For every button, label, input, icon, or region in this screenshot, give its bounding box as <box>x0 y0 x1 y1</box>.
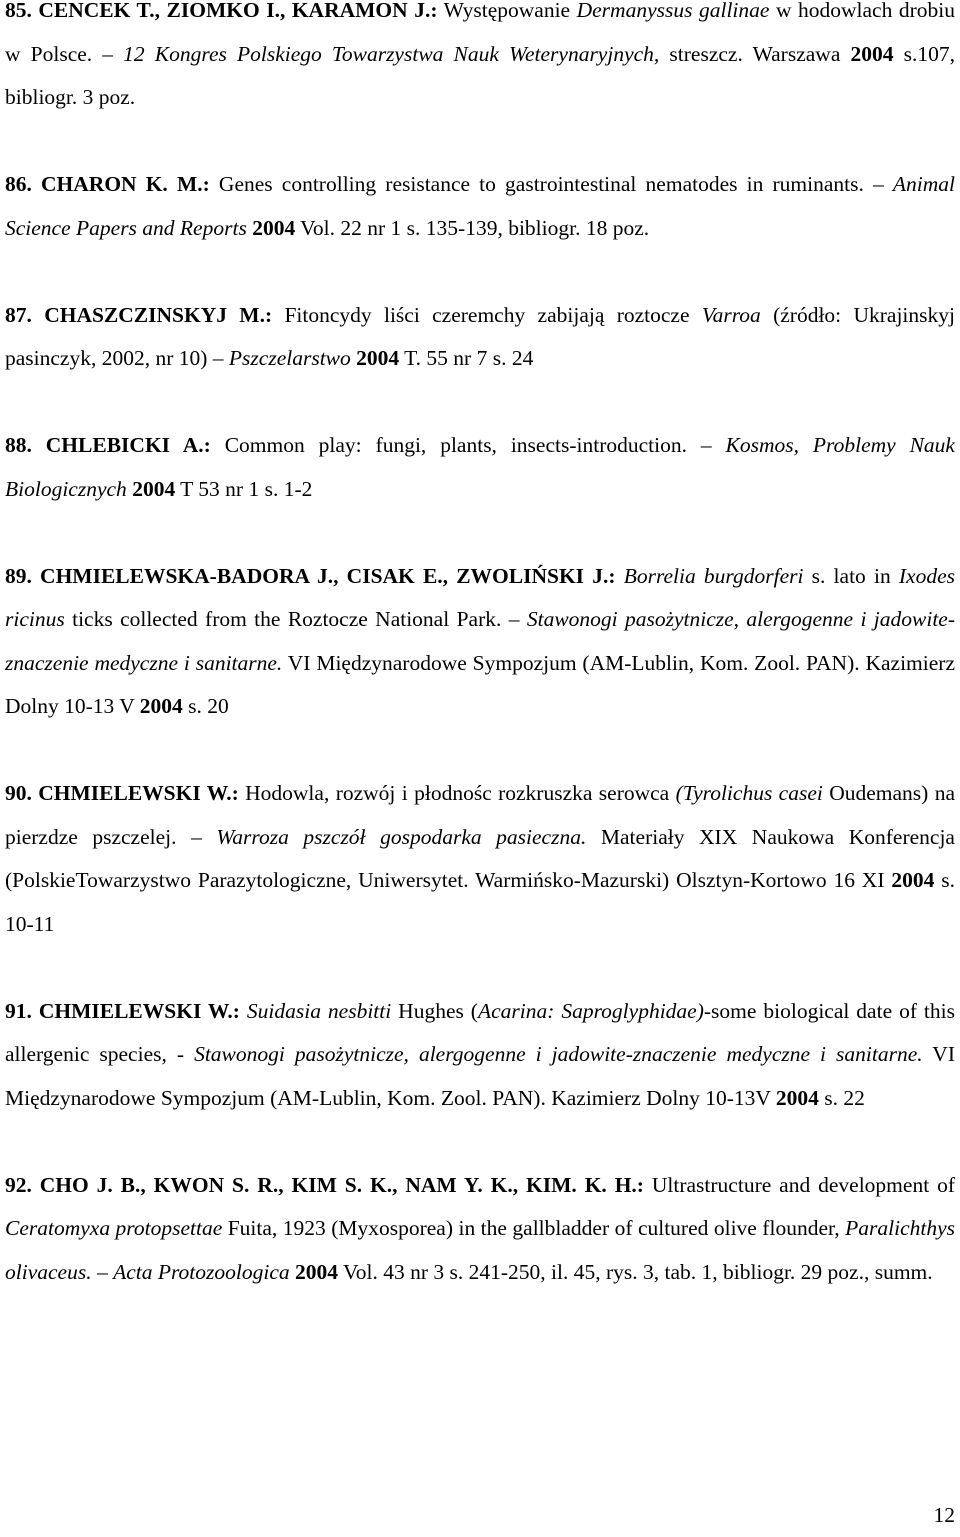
italic-text: Kosmos, Problemy Nauk Biologicznych <box>5 433 955 501</box>
italic-text: Ixodes ricinus <box>5 563 955 631</box>
body-text: (źródło: Ukrajinskyj pasinczyk, 2002, nr 10) – <box>5 302 955 370</box>
bold-text: 2004 <box>252 215 296 240</box>
body-text: Fitoncydy liści czeremchy zabijają roztocze <box>272 302 702 327</box>
body-text: Genes controlling resistance to gastrointestinal nematodes in ruminants. – <box>209 172 893 196</box>
body-text: T 53 nr 1 s. 1-2 <box>175 476 313 501</box>
bibliography-entry-90 <box>5 772 955 946</box>
italic-text: Borrelia burgdorferi <box>623 563 804 588</box>
italic-text: Pszczelarstwo <box>228 346 351 370</box>
body-text: s. 10-11 <box>5 868 955 936</box>
italic-text: Warroza pszczół gospodarka pasieczna. <box>216 824 587 849</box>
bibliography-entry-88 <box>5 424 955 511</box>
bibliography-entry-86 <box>5 163 955 250</box>
body-text: s. lato in <box>803 563 899 588</box>
body-text: w hodowlach drobiu w Polsce. – <box>5 0 955 66</box>
bold-text: 85. CENCEK T., ZIOMKO I., KARAMON J.: <box>5 0 438 22</box>
body-text: Występowanie <box>437 0 577 22</box>
bold-text: 2004 <box>850 41 894 66</box>
italic-text: Animal Science Papers and Reports <box>5 172 955 240</box>
body-text: Common play: fungi, plants, insects-introduction. – <box>210 433 726 457</box>
body-text: ticks collected from the Roztocze National Park. – <box>64 607 527 631</box>
bold-text: 2004 <box>356 346 400 370</box>
bold-text: 2004 <box>295 1259 339 1284</box>
italic-text: Paralichthys olivaceus. <box>5 1216 955 1284</box>
body-text: Fuita, 1923 (Myxosporea) in the gallbladder of cultured olive flounder, <box>222 1216 846 1240</box>
italic-text: 12 Kongres Polskiego Towarzystwa Nauk Weterynaryjnych, <box>123 41 660 66</box>
italic-text: Suidasia nesbitti <box>246 998 392 1023</box>
bold-text: 2004 <box>891 868 935 892</box>
bold-text: 2004 <box>775 1085 819 1110</box>
bibliography-entry-92 <box>5 1164 955 1295</box>
bold-text: 90. CHMIELEWSKI W.: <box>5 781 239 805</box>
body-text: s.107, bibliogr. 3 poz. <box>5 41 955 109</box>
body-text: streszcz. Warszawa <box>659 41 851 66</box>
bold-text: 2004 <box>139 694 183 718</box>
bold-text: 2004 <box>132 476 176 501</box>
body-text: Hodowla, rozwój i płodnośc rozkruszka serowca <box>238 781 676 805</box>
body-text <box>616 564 624 588</box>
body-text: s. 20 <box>182 694 229 718</box>
bold-text: 89. CHMIELEWSKA-BADORA J., CISAK E., ZWOLIŃSKI J.: <box>5 563 616 588</box>
bibliography-entry-85 <box>5 0 955 120</box>
document-page <box>5 0 955 1294</box>
bold-text: 92. CHO J. B., KWON S. R., KIM S. K., NAM Y. K., KIM. K. H.: <box>5 1172 644 1197</box>
bold-text: 87. CHASZCZINSKYJ M.: <box>5 302 273 327</box>
italic-text: Ceratomyxa protopsettae <box>5 1216 223 1240</box>
bibliography-list <box>5 0 955 1294</box>
italic-text: Acta Protozoologica <box>113 1259 290 1284</box>
body-text: T. 55 nr 7 s. 24 <box>399 346 534 370</box>
body-text: Vol. 43 nr 3 s. 241-250, il. 45, rys. 3, tab. 1, bibliogr. 29 poz., summ. <box>338 1259 933 1284</box>
body-text: VI Międzynarodowe Sympozjum (AM-Lublin, Kom. Zool. PAN). Kazimierz Dolny 10-13 V <box>5 650 955 718</box>
italic-text: Stawonogi pasożytnicze, alergogenne i jadowite-znaczenie medyczne i sanitarne. <box>194 1042 923 1066</box>
body-text: VI Międzynarodowe Sympozjum (AM-Lublin, Kom. Zool. PAN). Kazimierz Dolny 10-13V <box>5 1042 955 1110</box>
body-text: -some biological date of this allergenic species, - <box>5 998 955 1066</box>
bibliography-entry-89 <box>5 555 955 729</box>
body-text: Oudemans) na pierzdze pszczelej. – <box>5 781 955 849</box>
body-text: – <box>91 1259 114 1284</box>
bold-text: 86. CHARON K. M.: <box>5 172 210 196</box>
bold-text: 88. CHLEBICKI A.: <box>5 433 211 457</box>
body-text: Ultrastructure and development of <box>643 1172 955 1197</box>
page-number: 12 <box>933 1503 955 1527</box>
body-text: Materiały XIX Naukowa Konferencja (PolskieTowarzystwo Parazytologiczne, Uniwersytet. Warmińsko-Mazurski) Olsztyn-Kortowo 16 XI <box>5 824 955 892</box>
body-text <box>240 999 247 1023</box>
bold-text: 91. CHMIELEWSKI W.: <box>5 998 240 1023</box>
body-text: Vol. 22 nr 1 s. 135-139, bibliogr. 18 poz. <box>295 215 650 240</box>
italic-text: Acarina: Saproglyphidae) <box>477 998 704 1023</box>
italic-text: Varroa <box>701 302 761 327</box>
body-text: Hughes ( <box>391 998 478 1023</box>
bibliography-entry-91 <box>5 990 955 1121</box>
bibliography-entry-87 <box>5 294 955 381</box>
body-text: s. 22 <box>818 1085 865 1110</box>
italic-text: (Tyrolichus casei <box>675 781 823 805</box>
italic-text: Stawonogi pasożytnicze, alergogenne i jadowite-znaczenie medyczne i sanitarne. <box>5 607 956 675</box>
italic-text: Dermanyssus gallinae <box>576 0 770 22</box>
